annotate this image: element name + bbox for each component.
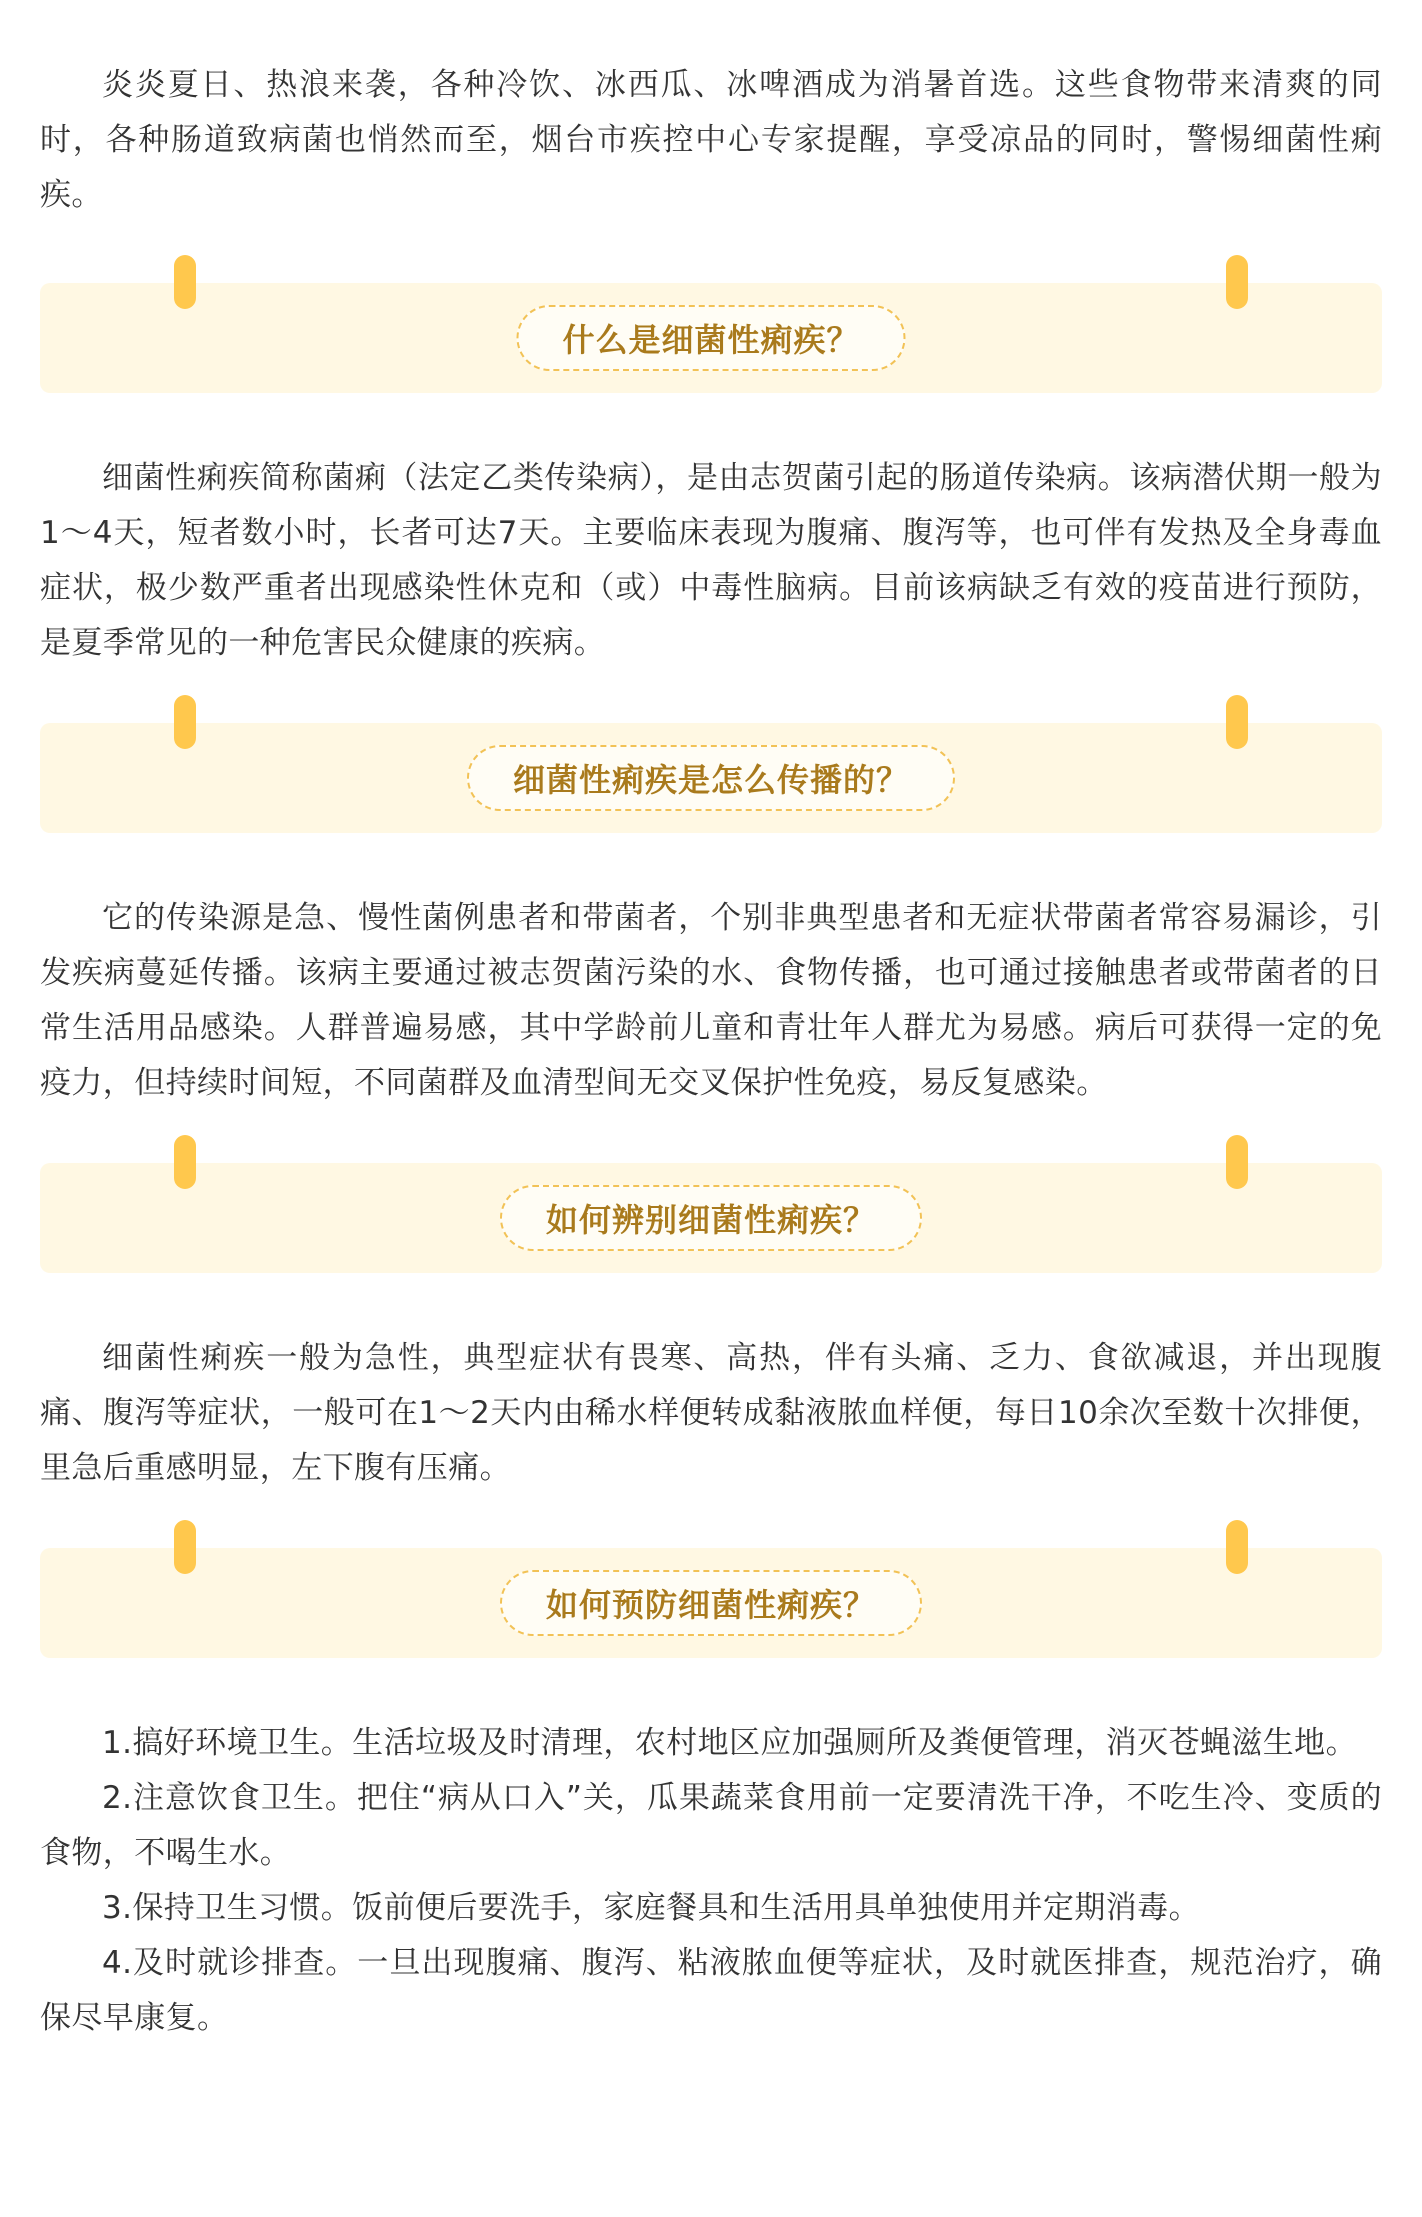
- section-heading-pill: [467, 745, 955, 811]
- section-paragraph: 它的传染源是急、慢性菌例患者和带菌者，个别非典型患者和无症状带菌者常容易漏诊，引发疾病蔓延传播。该病主要通过被志贺菌污染的水、食物传播，也可通过接触患者或带菌者的日常生活用品感染。人群普遍易感，其中学龄前儿童和青壮年人群尤为易感。病后可获得一定的免疫力，但持续时间短，不同菌群及血清型间无交叉保护性免疫，易反复感染。: [40, 900, 1382, 1101]
- prevention-item: 3.保持卫生习惯。饭前便后要洗手，家庭餐具和生活用具单独使用并定期消毒。: [102, 1890, 1200, 1926]
- banner-tab-right: [1226, 695, 1248, 749]
- banner-tab-right: [1226, 1520, 1248, 1574]
- section-heading-pill: [500, 1185, 922, 1251]
- section-heading: 细菌性痢疾是怎么传播的？: [512, 761, 910, 799]
- section-paragraph: 细菌性痢疾一般为急性，典型症状有畏寒、高热，伴有头痛、乏力、食欲减退，并出现腹痛、腹泻等症状，一般可在1～2天内由稀水样便转成黏液脓血样便，每日10余次至数十次排便，里急后重感明显，左下腹有压痛。: [40, 1340, 1382, 1486]
- section-heading-banner: [40, 723, 1382, 833]
- section-heading: 如何辨别细菌性痢疾？: [545, 1201, 877, 1239]
- section-heading-pill: [500, 1570, 922, 1636]
- banner-tab-right: [1226, 255, 1248, 309]
- section-heading-banner: [40, 283, 1382, 393]
- banner-tab-right: [1226, 1135, 1248, 1189]
- section-heading-banner: [40, 1163, 1382, 1273]
- section-body: [40, 833, 1382, 1111]
- prevention-item: 2.注意饮食卫生。把住“病从口入”关，瓜果蔬菜食用前一定要清洗干净，不吃生冷、变质的食物，不喝生水。: [40, 1780, 1382, 1871]
- banner-tab-left: [174, 255, 196, 309]
- banner-tab-left: [174, 695, 196, 749]
- banner-tab-left: [174, 1135, 196, 1189]
- section-heading-banner: [40, 1548, 1382, 1658]
- section-body: [40, 1273, 1382, 1496]
- section-body: [40, 1658, 1382, 2046]
- prevention-item: 1.搞好环境卫生。生活垃圾及时清理，农村地区应加强厕所及粪便管理，消灭苍蝇滋生地。: [102, 1725, 1357, 1761]
- section-heading: 什么是细菌性痢疾？: [562, 321, 860, 359]
- section-paragraph: 细菌性痢疾简称菌痢（法定乙类传染病），是由志贺菌引起的肠道传染病。该病潜伏期一般为1～4天，短者数小时，长者可达7天。主要临床表现为腹痛、腹泻等，也可伴有发热及全身毒血症状，极少数严重者出现感染性休克和（或）中毒性脑病。目前该病缺乏有效的疫苗进行预防，是夏季常见的一种危害民众健康的疾病。: [40, 460, 1382, 661]
- intro-paragraph: 炎炎夏日、热浪来袭，各种冷饮、冰西瓜、冰啤酒成为消暑首选。这些食物带来清爽的同时，各种肠道致病菌也悄然而至，烟台市疾控中心专家提醒，享受凉品的同时，警惕细菌性痢疾。: [40, 67, 1382, 213]
- section-heading: 如何预防细菌性痢疾？: [545, 1586, 877, 1624]
- section-body: [40, 393, 1382, 671]
- banner-tab-left: [174, 1520, 196, 1574]
- prevention-item: 4.及时就诊排查。一旦出现腹痛、腹泻、粘液脓血便等症状，及时就医排查，规范治疗，确保尽早康复。: [40, 1945, 1382, 2036]
- section-heading-pill: [516, 305, 905, 371]
